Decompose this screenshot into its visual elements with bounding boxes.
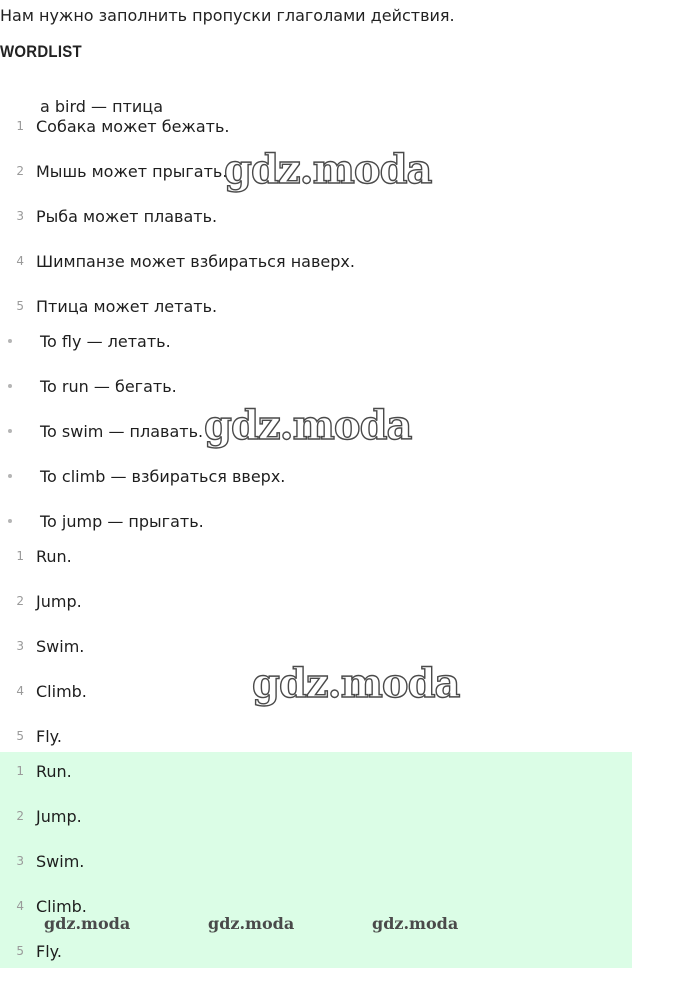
list-item: 3 Swim. (16, 636, 85, 656)
list-item: 1 Run. (16, 761, 72, 781)
bullet-icon (0, 519, 20, 523)
list-item: To swim — плавать. (0, 420, 203, 442)
watermark: gdz.moda (224, 146, 432, 193)
list-item: 1 Собака может бежать. (16, 116, 230, 136)
list-item: 2 Jump. (16, 591, 82, 611)
list-item: To climb — взбираться вверх. (0, 465, 285, 487)
watermark: gdz.moda (208, 914, 295, 933)
clipped-line: a bird — птица (40, 97, 163, 116)
list-item: 2 Jump. (16, 806, 82, 826)
list-item: 2 Мышь может прыгать. (16, 161, 228, 181)
list-item: 1 Run. (16, 546, 72, 566)
wordlist-heading: WORDLIST (0, 42, 82, 61)
answer-highlight-box (0, 752, 632, 968)
list-item: To run — бегать. (0, 375, 177, 397)
watermark: gdz.moda (252, 660, 460, 707)
list-item: 4 Climb. (16, 896, 87, 916)
bullet-icon (0, 429, 20, 433)
watermark: gdz.moda (204, 402, 412, 449)
watermark: gdz.moda (372, 914, 459, 933)
bullet-icon (0, 474, 20, 478)
list-item: 4 Шимпанзе может взбираться наверх. (16, 251, 355, 271)
watermark: gdz.moda (44, 914, 131, 933)
list-item: 3 Рыба может плавать. (16, 206, 218, 226)
list-item: 3 Swim. (16, 851, 85, 871)
bullet-icon (0, 384, 20, 388)
list-item: To jump — прыгать. (0, 510, 204, 532)
list-item: 4 Climb. (16, 681, 87, 701)
list-item: 5 Fly. (16, 941, 62, 961)
task-description: Нам нужно заполнить пропуски глаголами действия. (0, 6, 455, 25)
bullet-icon (0, 339, 20, 343)
list-item: 5 Птица может летать. (16, 296, 218, 316)
list-item: 5 Fly. (16, 726, 62, 746)
list-item: To fly — летать. (0, 330, 171, 352)
